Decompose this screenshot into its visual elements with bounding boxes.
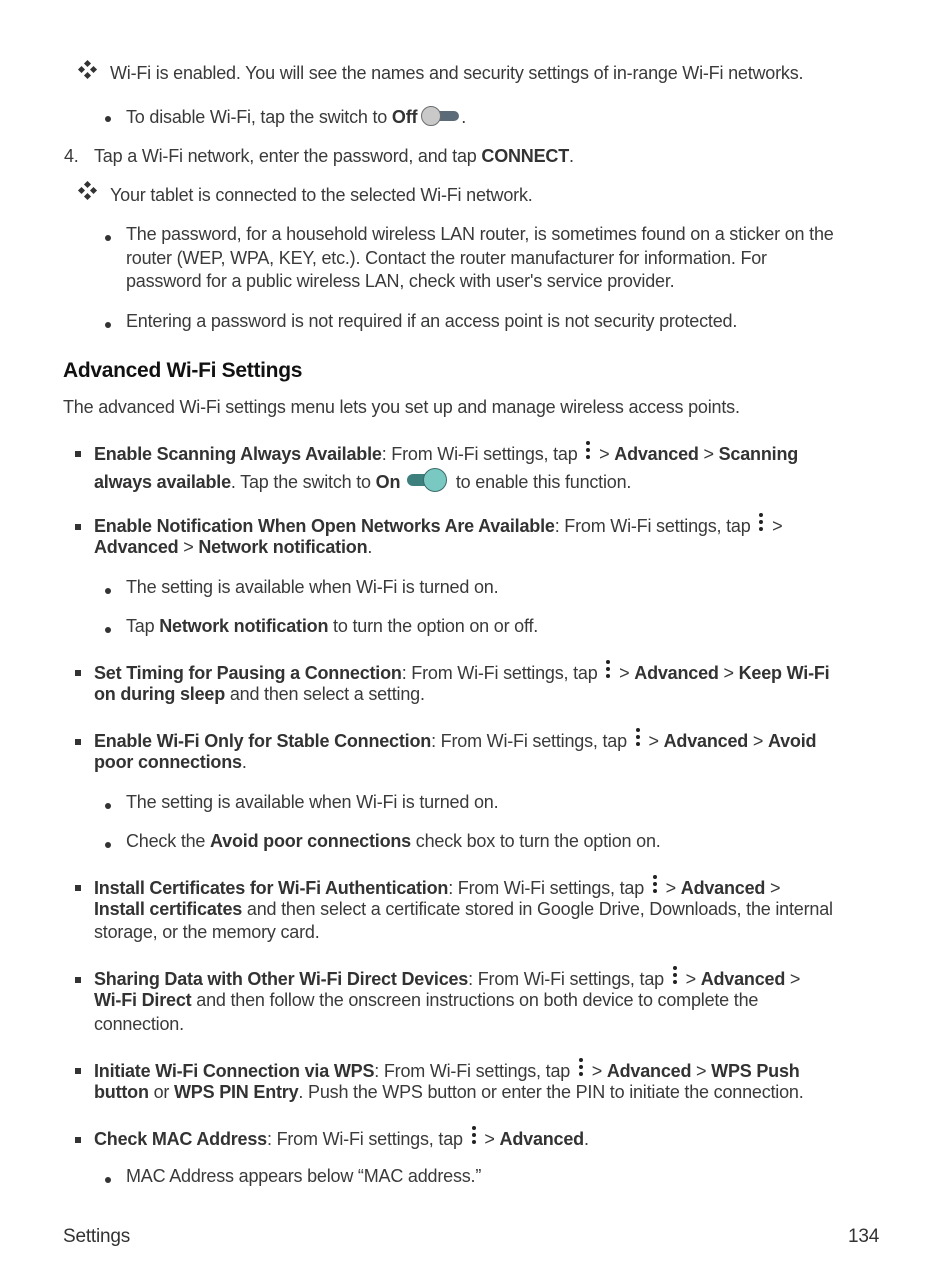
mac-line-1: Check MAC Address: From Wi-Fi settings, tap > Advanced. — [94, 1126, 589, 1150]
toggle-on-icon — [407, 468, 449, 492]
footer-section-name: Settings — [63, 1226, 131, 1247]
notification-line-2: Advanced > Network notification. — [94, 537, 373, 557]
bullet-square — [75, 451, 81, 457]
password-note-line-3: password for a public wireless LAN, check with user's service provider. — [126, 271, 675, 291]
bullet-square — [75, 670, 81, 676]
more-options-icon — [651, 875, 659, 895]
result-diamond-icon — [79, 182, 97, 200]
bullet-square — [75, 524, 81, 530]
direct-line-2: Wi-Fi Direct and then follow the onscreen instructions on both device to complete the — [94, 990, 759, 1010]
mac-sub-1: MAC Address appears below “MAC address.” — [126, 1166, 482, 1186]
bullet-dot — [105, 322, 111, 328]
section-intro: The advanced Wi-Fi settings menu lets you set up and manage wireless access points. — [63, 397, 740, 417]
stable-line-1: Enable Wi-Fi Only for Stable Connection: From Wi-Fi settings, tap > Advanced > Avoid — [94, 728, 816, 752]
bullet-dot — [105, 627, 111, 633]
more-options-icon — [577, 1058, 585, 1078]
more-options-icon — [757, 513, 765, 533]
pausing-line-2: on during sleep and then select a setting. — [94, 684, 425, 704]
wifi-enabled-text: Wi-Fi is enabled. You will see the names and security settings of in-range Wi-Fi networks. — [110, 63, 804, 83]
more-options-icon — [584, 441, 592, 461]
bullet-dot — [105, 1177, 111, 1183]
footer-page-number: 134 — [848, 1226, 880, 1247]
wps-line-2: button or WPS PIN Entry. Push the WPS button or enter the PIN to initiate the connection. — [94, 1082, 804, 1102]
stable-line-2: poor connections. — [94, 752, 247, 772]
disable-wifi-text: To disable Wi-Fi, tap the switch to Off . — [126, 107, 467, 127]
certificates-line-1: Install Certificates for Wi-Fi Authentication: From Wi-Fi settings, tap > Advanced > — [94, 875, 780, 899]
bullet-dot — [105, 842, 111, 848]
connected-text: Your tablet is connected to the selected Wi-Fi network. — [110, 185, 533, 205]
toggle-off-icon — [421, 106, 461, 126]
scanning-line-2: always available. Tap the switch to On to enable this function. — [94, 468, 631, 493]
bullet-dot — [105, 235, 111, 241]
bullet-square — [75, 739, 81, 745]
step-4-number: 4. — [64, 146, 79, 166]
bullet-square — [75, 1068, 81, 1074]
section-heading: Advanced Wi-Fi Settings — [63, 359, 303, 382]
bullet-dot — [105, 116, 111, 122]
notification-sub-1: The setting is available when Wi-Fi is turned on. — [126, 577, 499, 597]
direct-line-1: Sharing Data with Other Wi-Fi Direct Devices: From Wi-Fi settings, tap > Advanced > — [94, 966, 800, 990]
certificates-line-2: Install certificates and then select a certificate stored in Google Drive, Downloads, the internal — [94, 899, 833, 919]
bullet-square — [75, 977, 81, 983]
notification-line-1: Enable Notification When Open Networks Are Available: From Wi-Fi settings, tap > — [94, 513, 782, 537]
pausing-line-1: Set Timing for Pausing a Connection: From Wi-Fi settings, tap > Advanced > Keep Wi-Fi — [94, 660, 829, 684]
bullet-dot — [105, 588, 111, 594]
more-options-icon — [470, 1126, 478, 1146]
certificates-line-3: storage, or the memory card. — [94, 922, 320, 942]
more-options-icon — [604, 660, 612, 680]
wps-line-1: Initiate Wi-Fi Connection via WPS: From Wi-Fi settings, tap > Advanced > WPS Push — [94, 1058, 800, 1082]
stable-sub-1: The setting is available when Wi-Fi is turned on. — [126, 792, 499, 812]
more-options-icon — [634, 728, 642, 748]
scanning-line-1: Enable Scanning Always Available: From Wi-Fi settings, tap > Advanced > Scanning — [94, 441, 798, 465]
bullet-dot — [105, 803, 111, 809]
bullet-square — [75, 1137, 81, 1143]
result-diamond-icon — [79, 61, 97, 79]
step-4-text: Tap a Wi-Fi network, enter the password, and tap CONNECT. — [94, 146, 574, 166]
direct-line-3: connection. — [94, 1014, 184, 1034]
password-note-line-2: router (WEP, WPA, KEY, etc.). Contact the router manufacturer for information. For — [126, 248, 767, 268]
notification-sub-2: Tap Network notification to turn the option on or off. — [126, 616, 539, 636]
bullet-square — [75, 885, 81, 891]
stable-sub-2: Check the Avoid poor connections check box to turn the option on. — [126, 831, 661, 851]
password-note-line-1: The password, for a household wireless LAN router, is sometimes found on a sticker on the — [126, 224, 834, 244]
password-not-required-text: Entering a password is not required if an access point is not security protected. — [126, 311, 738, 331]
more-options-icon — [671, 966, 679, 986]
